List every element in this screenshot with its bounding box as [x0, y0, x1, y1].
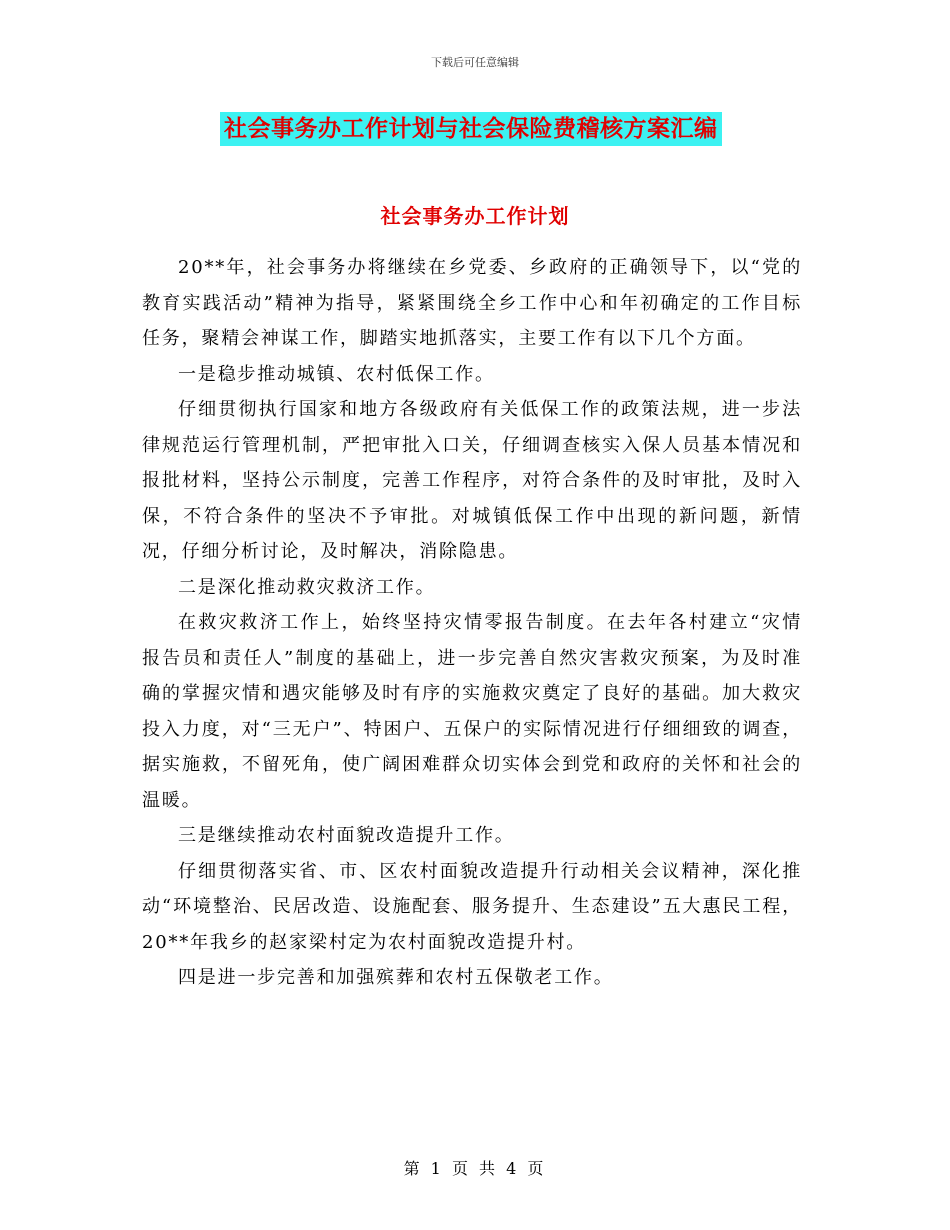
paragraph: 在救灾救济工作上，始终坚持灾情零报告制度。在去年各村建立“灾情报告员和责任人”制度的基础上，进一步完善自然灾害救灾预案，为及时准确的掌握灾情和遇灾能够及时有序的实施救灾奠定了良好的基础。加大救灾投入力度，对“三无户”、特困户、五保户的实际情况进行仔细细致的调查，据实施救，不留死角，使广阔困难群众切实体会到党和政府的关怀和社会的温暖。 [142, 612, 802, 811]
paragraph: 四是进一步完善和加强殡葬和农村五保敬老工作。 [178, 967, 614, 988]
document-body [142, 250, 802, 996]
section-title: 社会事务办工作计划 [380, 204, 570, 228]
header-note: 下载后可任意编辑 [431, 56, 519, 69]
paragraph: 一是稳步推动城镇、农村低保工作。 [178, 363, 495, 385]
paragraph: 三是继续推动农村面貌改造提升工作。 [178, 825, 515, 846]
paragraph: 仔细贯彻执行国家和地方各级政府有关低保工作的政策法规，进一步法律规范运行管理机制，严把审批入口关，仔细调查核实入保人员基本情况和报批材料，坚持公示制度，完善工作程序，对符合条件的及时审批，及时入保，不符合条件的坚决不予审批。对城镇低保工作中出现的新问题，新情况，仔细分析讨论，及时解决，消除隐患。 [142, 399, 802, 562]
paragraph: 二是深化推动救灾救济工作。 [178, 576, 436, 598]
paragraph: 20**年，社会事务办将继续在乡党委、乡政府的正确领导下，以“党的教育实践活动”精神为指导，紧紧围绕全乡工作中心和年初确定的工作目标任务，聚精会神谋工作，脚踏实地抓落实，主要工作有以下几个方面。 [142, 257, 802, 349]
page-footer: 第 1 页 共 4 页 [403, 1159, 547, 1178]
paragraph: 仔细贯彻落实省、市、区农村面貌改造提升行动相关会议精神，深化推动“环境整治、民居改造、设施配套、服务提升、生态建设”五大惠民工程，20**年我乡的赵家梁村定为农村面貌改造提升村。 [142, 860, 802, 953]
document-title: 社会事务办工作计划与社会保险费稽核方案汇编 [220, 112, 722, 146]
